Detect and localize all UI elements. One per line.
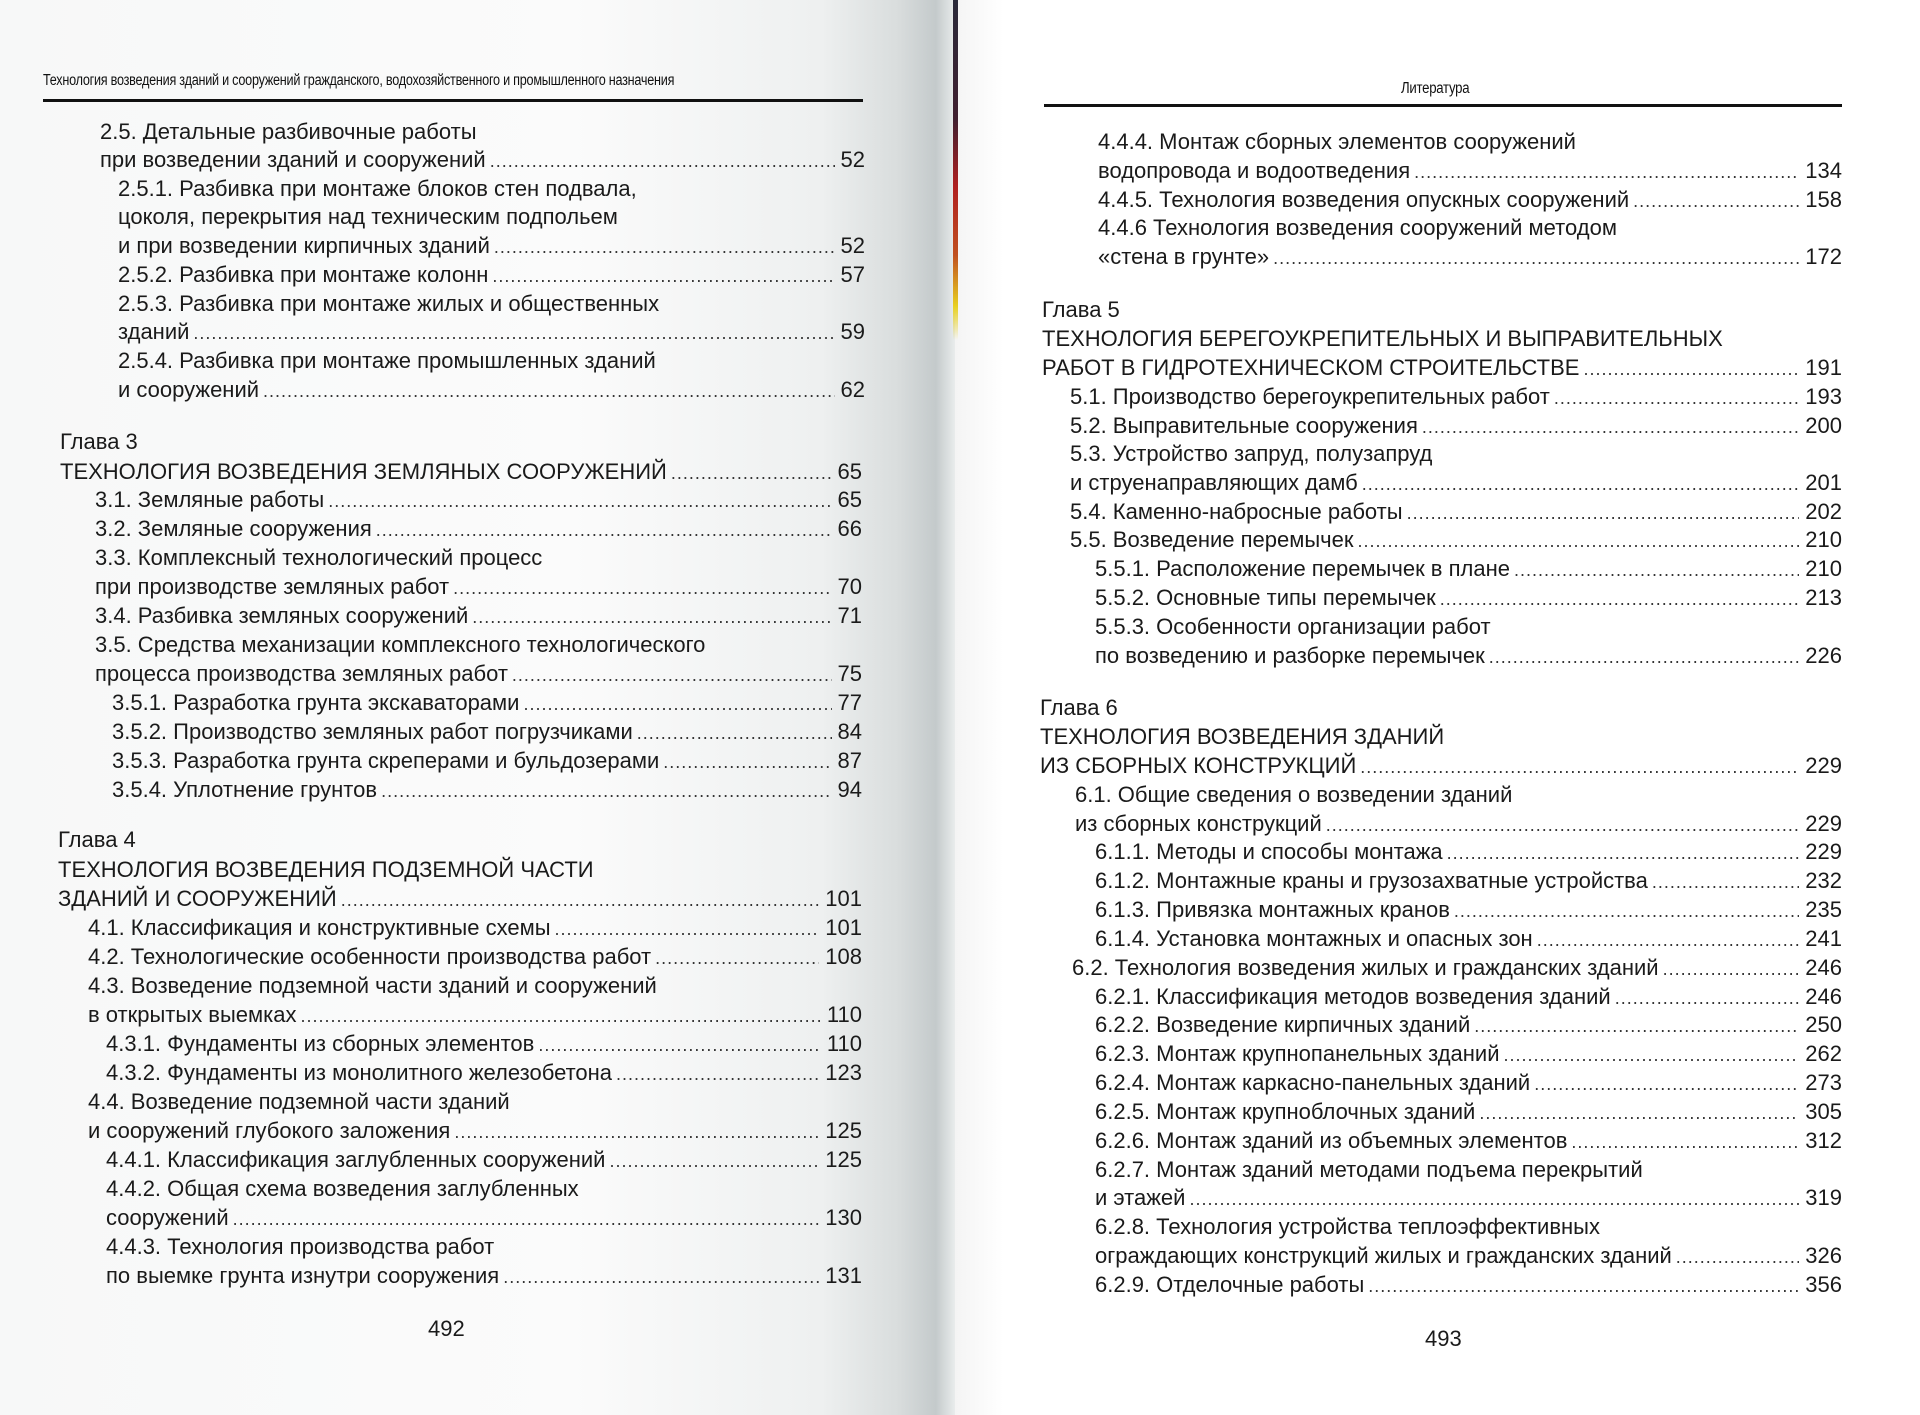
toc-entry <box>1095 584 1842 613</box>
toc-entry <box>1098 186 1842 215</box>
toc-entry-title: 5.1. Производство берегоукрепительных работ <box>1070 384 1550 409</box>
chapter-label <box>1042 296 1120 324</box>
toc-entry <box>106 1059 862 1088</box>
toc-entry-title: и этажей <box>1095 1185 1186 1210</box>
toc-entry <box>1075 781 1512 809</box>
dot-leader <box>555 915 820 943</box>
toc-page-number: 191 <box>1805 355 1842 380</box>
toc-page-number: 172 <box>1805 244 1842 269</box>
dot-leader <box>1326 811 1800 839</box>
toc-entry-title: по возведению и разборке перемычек <box>1095 643 1485 668</box>
toc-entry <box>1042 354 1842 383</box>
toc-entry <box>1070 469 1842 498</box>
toc-page-number: 125 <box>825 1147 862 1172</box>
toc-page-number: 75 <box>837 661 862 686</box>
toc-entry <box>118 318 865 347</box>
right-toc <box>955 0 1920 1415</box>
right-page <box>955 0 1920 1415</box>
toc-entry <box>1095 925 1842 954</box>
dot-leader <box>1422 413 1799 441</box>
dot-leader <box>193 319 834 347</box>
toc-entry-title: 6.2.2. Возведение кирпичных зданий <box>1095 1012 1471 1037</box>
dot-leader <box>1447 839 1800 867</box>
toc-entry-title: 6.2.7. Монтаж зданий методами подъема перекрытий <box>1095 1157 1643 1182</box>
toc-entry <box>88 914 862 943</box>
toc-entry <box>1070 383 1842 412</box>
toc-entry-title: водопровода и водоотведения <box>1098 158 1411 183</box>
toc-entry-title: 2.5.2. Разбивка при монтаже колонн <box>118 262 489 287</box>
toc-entry-title: 6.2.5. Монтаж крупноблочных зданий <box>1095 1099 1476 1124</box>
dot-leader <box>1504 1041 1800 1069</box>
dot-leader <box>1554 384 1799 412</box>
book-spine <box>953 0 958 340</box>
toc-entry <box>1040 723 1444 751</box>
toc-entry-title: сооружений <box>106 1205 229 1230</box>
dot-leader <box>538 1031 821 1059</box>
toc-entry-title: 2.5. Детальные разбивочные работы <box>100 119 477 144</box>
toc-entry-title: «стена в грунте» <box>1098 244 1270 269</box>
toc-entry-title: 4.3.1. Фундаменты из сборных элементов <box>106 1031 535 1056</box>
dot-leader <box>1454 897 1799 925</box>
dot-leader <box>1615 984 1800 1012</box>
dot-leader <box>1534 1070 1799 1098</box>
toc-entry-title: 6.2.8. Технология устройства теплоэффективных <box>1095 1214 1600 1239</box>
right-page-number: 493 <box>1425 1326 1462 1351</box>
dot-leader <box>1479 1099 1799 1127</box>
toc-page-number: 229 <box>1805 839 1842 864</box>
toc-entry <box>100 146 865 175</box>
toc-entry-title: в открытых выемках <box>88 1002 297 1027</box>
toc-entry <box>88 1117 862 1146</box>
toc-page-number: 57 <box>840 262 865 287</box>
toc-entry-title: 6.1.2. Монтажные краны и грузозахватные устройства <box>1095 868 1648 893</box>
toc-entry <box>118 347 656 375</box>
dot-leader <box>376 516 832 544</box>
toc-entry <box>118 203 618 231</box>
toc-entry <box>1072 954 1842 983</box>
toc-entry <box>106 1175 579 1203</box>
toc-page-number: 110 <box>826 1002 862 1027</box>
toc-page-number: 158 <box>1805 187 1842 212</box>
toc-entry-title: 5.5.2. Основные типы перемычек <box>1095 585 1436 610</box>
toc-entry <box>95 573 862 602</box>
toc-page-number: 235 <box>1805 897 1842 922</box>
toc-entry <box>1095 555 1842 584</box>
toc-entry-title: ТЕХНОЛОГИЯ ВОЗВЕДЕНИЯ ЗДАНИЙ <box>1040 724 1445 749</box>
chapter-label <box>1040 694 1118 722</box>
toc-entry-title: и струенаправляющих дамб <box>1070 470 1358 495</box>
dot-leader <box>301 1002 821 1030</box>
toc-entry <box>1095 1213 1600 1241</box>
left-running-head: Технология возведения зданий и сооружений гражданского, водохозяйственного и промышленного назначения <box>43 72 675 89</box>
toc-entry-title: при производстве земляных работ <box>95 574 450 599</box>
toc-entry-title: при возведении зданий и сооружений <box>100 147 486 172</box>
toc-entry-title: 2.5.4. Разбивка при монтаже промышленных зданий <box>118 348 656 373</box>
toc-entry <box>1042 325 1723 353</box>
toc-entry-title: Глава 5 <box>1042 297 1120 322</box>
toc-entry <box>95 660 862 689</box>
toc-entry-title: 4.1. Классификация и конструктивные схемы <box>88 915 551 940</box>
toc-entry <box>1095 1156 1643 1184</box>
toc-entry <box>88 943 862 972</box>
toc-page-number: 326 <box>1805 1243 1842 1268</box>
toc-page-number: 250 <box>1805 1012 1842 1037</box>
toc-page-number: 101 <box>825 915 862 940</box>
toc-entry <box>1070 412 1842 441</box>
toc-entry <box>1095 1127 1842 1156</box>
toc-entry <box>1095 1242 1842 1271</box>
dot-leader <box>328 487 831 515</box>
toc-entry-title: 2.5.3. Разбивка при монтаже жилых и общественных <box>118 291 660 316</box>
toc-page-number: 229 <box>1805 753 1842 778</box>
toc-page-number: 131 <box>825 1263 862 1288</box>
toc-page-number: 246 <box>1805 955 1842 980</box>
toc-entry-title: 6.1. Общие сведения о возведении зданий <box>1075 782 1513 807</box>
dot-leader <box>1362 470 1800 498</box>
dot-leader <box>671 459 832 487</box>
dot-leader <box>472 603 831 631</box>
toc-entry <box>58 885 862 914</box>
dot-leader <box>1663 955 1800 983</box>
toc-entry <box>60 458 862 487</box>
chapter-label <box>58 826 136 854</box>
toc-entry-title: 4.4.5. Технология возведения опускных сооружений <box>1098 187 1630 212</box>
dot-leader <box>1652 868 1799 896</box>
toc-entry-title: 6.2.9. Отделочные работы <box>1095 1272 1365 1297</box>
toc-page-number: 273 <box>1805 1070 1842 1095</box>
toc-entry <box>1098 243 1842 272</box>
toc-entry-title: 2.5.1. Разбивка при монтаже блоков стен подвала, <box>118 176 637 201</box>
toc-page-number: 305 <box>1805 1099 1842 1124</box>
dot-leader <box>454 1118 819 1146</box>
toc-page-number: 65 <box>837 487 862 512</box>
toc-entry-title: 6.1.3. Привязка монтажных кранов <box>1095 897 1450 922</box>
toc-entry-title: Глава 4 <box>58 827 136 852</box>
toc-entry <box>118 376 865 405</box>
dot-leader <box>523 690 831 718</box>
toc-entry-title: 5.3. Устройство запруд, полузапруд <box>1070 441 1433 466</box>
toc-entry <box>1095 1184 1842 1213</box>
toc-entry <box>1070 526 1842 555</box>
toc-page-number: 101 <box>825 886 862 911</box>
toc-entry-title: 4.3.2. Фундаменты из монолитного железобетона <box>106 1060 613 1085</box>
toc-entry <box>118 290 659 318</box>
right-running-head: Литература <box>1401 80 1470 97</box>
toc-entry-title: 5.5.3. Особенности организации работ <box>1095 614 1491 639</box>
toc-entry-title: ограждающих конструкций жилых и гражданских зданий <box>1095 1243 1672 1268</box>
toc-entry <box>1098 214 1617 242</box>
toc-entry <box>106 1204 862 1233</box>
toc-entry-title: зданий <box>118 319 190 344</box>
toc-entry-title: процесса производства земляных работ <box>95 661 508 686</box>
toc-page-number: 210 <box>1805 556 1842 581</box>
toc-entry-title: 3.5.3. Разработка грунта скреперами и бульдозерами <box>112 748 660 773</box>
left-toc <box>0 0 955 1415</box>
dot-leader <box>1474 1012 1799 1040</box>
toc-page-number: 84 <box>837 719 862 744</box>
toc-entry-title: 4.4.6 Технология возведения сооружений методом <box>1098 215 1617 240</box>
toc-entry-title: цоколя, перекрытия над техническим подпольем <box>118 204 618 229</box>
toc-entry <box>1095 1098 1842 1127</box>
toc-entry <box>1095 896 1842 925</box>
toc-entry-title: 6.2. Технология возведения жилых и гражданских зданий <box>1072 955 1659 980</box>
toc-entry-title: и сооружений <box>118 377 260 402</box>
toc-page-number: 213 <box>1805 585 1842 610</box>
dot-leader <box>616 1060 819 1088</box>
dot-leader <box>1368 1272 1799 1300</box>
toc-entry <box>1095 1011 1842 1040</box>
toc-entry <box>1095 613 1491 641</box>
toc-page-number: 108 <box>825 944 862 969</box>
toc-entry <box>95 515 862 544</box>
toc-entry <box>1095 867 1842 896</box>
toc-page-number: 232 <box>1805 868 1842 893</box>
toc-entry-title: 4.2. Технологические особенности производства работ <box>88 944 652 969</box>
toc-entry <box>88 972 657 1000</box>
dot-leader <box>663 748 831 776</box>
toc-entry <box>1095 983 1842 1012</box>
toc-entry-title: 5.5.1. Расположение перемычек в плане <box>1095 556 1510 581</box>
toc-entry <box>112 689 862 718</box>
toc-page-number: 210 <box>1805 527 1842 552</box>
toc-entry-title: 6.2.4. Монтаж каркасно-панельных зданий <box>1095 1070 1531 1095</box>
toc-entry <box>1070 440 1432 468</box>
dot-leader <box>494 233 835 261</box>
dot-leader <box>1440 585 1800 613</box>
toc-entry-title: ТЕХНОЛОГИЯ БЕРЕГОУКРЕПИТЕЛЬНЫХ И ВЫПРАВИТЕЛЬНЫХ <box>1042 326 1723 351</box>
toc-entry <box>112 776 862 805</box>
toc-entry-title: 3.5.1. Разработка грунта экскаваторами <box>112 690 520 715</box>
toc-page-number: 130 <box>825 1205 862 1230</box>
toc-page-number: 52 <box>840 147 865 172</box>
toc-entry <box>118 175 637 203</box>
toc-page-number: 123 <box>825 1060 862 1085</box>
left-page-number: 492 <box>428 1316 465 1341</box>
toc-entry <box>1095 1271 1842 1300</box>
toc-page-number: 201 <box>1805 470 1842 495</box>
dot-leader <box>1360 753 1799 781</box>
toc-entry-title: 6.2.3. Монтаж крупнопанельных зданий <box>1095 1041 1500 1066</box>
toc-entry <box>95 544 542 572</box>
toc-entry <box>88 1001 862 1030</box>
toc-entry <box>118 232 865 261</box>
toc-entry-title: 3.5. Средства механизации комплексного технологического <box>95 632 706 657</box>
toc-entry-title: 6.2.1. Классификация методов возведения зданий <box>1095 984 1611 1009</box>
toc-entry-title: 3.5.2. Производство земляных работ погрузчиками <box>112 719 633 744</box>
toc-page-number: 229 <box>1805 811 1842 836</box>
toc-entry <box>95 486 862 515</box>
toc-entry <box>1095 838 1842 867</box>
toc-page-number: 52 <box>840 233 865 258</box>
toc-entry <box>106 1262 862 1291</box>
dot-leader <box>1358 527 1800 555</box>
toc-entry <box>100 118 477 146</box>
dot-leader <box>1189 1185 1799 1213</box>
toc-entry-title: 3.2. Земляные сооружения <box>95 516 372 541</box>
toc-page-number: 193 <box>1805 384 1842 409</box>
toc-entry-title: Глава 3 <box>60 429 138 454</box>
toc-page-number: 94 <box>837 777 862 802</box>
dot-leader <box>637 719 832 747</box>
dot-leader <box>381 777 831 805</box>
toc-entry <box>106 1030 862 1059</box>
toc-entry-title: и сооружений глубокого заложения <box>88 1118 451 1143</box>
toc-entry <box>1075 810 1842 839</box>
toc-entry-title: 4.4. Возведение подземной части зданий <box>88 1089 510 1114</box>
toc-entry-title: 4.3. Возведение подземной части зданий и сооружений <box>88 973 657 998</box>
toc-entry <box>95 631 705 659</box>
dot-leader <box>1676 1243 1799 1271</box>
toc-entry <box>1070 498 1842 527</box>
toc-entry <box>58 856 594 884</box>
toc-entry <box>106 1146 862 1175</box>
dot-leader <box>490 147 835 175</box>
dot-leader <box>655 944 819 972</box>
dot-leader <box>609 1147 819 1175</box>
toc-entry <box>95 602 862 631</box>
toc-page-number: 110 <box>826 1031 862 1056</box>
toc-entry-title: 5.5. Возведение перемычек <box>1070 527 1354 552</box>
toc-entry <box>1098 157 1842 186</box>
toc-entry-title: ТЕХНОЛОГИЯ ВОЗВЕДЕНИЯ ЗЕМЛЯНЫХ СООРУЖЕНИЙ <box>60 459 667 484</box>
toc-entry <box>112 718 862 747</box>
toc-entry <box>1095 1069 1842 1098</box>
toc-page-number: 62 <box>840 377 865 402</box>
dot-leader <box>1537 926 1800 954</box>
toc-page-number: 77 <box>837 690 862 715</box>
toc-page-number: 202 <box>1805 499 1842 524</box>
toc-entry-title: 4.4.1. Классификация заглубленных сооружений <box>106 1147 606 1172</box>
toc-page-number: 241 <box>1805 926 1842 951</box>
dot-leader <box>341 886 820 914</box>
toc-entry-title: по выемке грунта изнутри сооружения <box>106 1263 500 1288</box>
chapter-label <box>60 428 138 456</box>
toc-page-number: 262 <box>1805 1041 1842 1066</box>
toc-page-number: 65 <box>837 459 862 484</box>
toc-entry <box>1098 128 1576 156</box>
toc-entry-title: 3.1. Земляные работы <box>95 487 325 512</box>
dot-leader <box>512 661 832 689</box>
dot-leader <box>503 1263 819 1291</box>
toc-entry-title: 5.2. Выправительные сооружения <box>1070 413 1418 438</box>
toc-entry-title: 3.4. Разбивка земляных сооружений <box>95 603 469 628</box>
toc-page-number: 59 <box>840 319 865 344</box>
toc-page-number: 226 <box>1805 643 1842 668</box>
dot-leader <box>1633 187 1799 215</box>
toc-entry-title: 4.4.3. Технология производства работ <box>106 1234 495 1259</box>
toc-page-number: 312 <box>1805 1128 1842 1153</box>
toc-entry-title: ТЕХНОЛОГИЯ ВОЗВЕДЕНИЯ ПОДЗЕМНОЙ ЧАСТИ <box>58 857 594 882</box>
toc-entry <box>1095 1040 1842 1069</box>
toc-entry-title: ИЗ СБОРНЫХ КОНСТРУКЦИЙ <box>1040 753 1357 778</box>
toc-entry <box>88 1088 510 1116</box>
toc-entry <box>118 261 865 290</box>
toc-entry-title: из сборных конструкций <box>1075 811 1322 836</box>
toc-entry <box>112 747 862 776</box>
toc-page-number: 125 <box>825 1118 862 1143</box>
toc-entry <box>1040 752 1842 781</box>
toc-page-number: 356 <box>1805 1272 1842 1297</box>
toc-entry <box>1095 642 1842 671</box>
dot-leader <box>1273 244 1799 272</box>
left-page <box>0 0 955 1415</box>
dot-leader <box>1414 158 1799 186</box>
toc-entry-title: 6.2.6. Монтаж зданий из объемных элементов <box>1095 1128 1568 1153</box>
toc-entry-title: 5.4. Каменно-набросные работы <box>1070 499 1403 524</box>
toc-page-number: 71 <box>837 603 862 628</box>
dot-leader <box>263 377 834 405</box>
toc-entry-title: 4.4.2. Общая схема возведения заглубленных <box>106 1176 579 1201</box>
toc-entry-title: 3.3. Комплексный технологический процесс <box>95 545 543 570</box>
toc-page-number: 200 <box>1805 413 1842 438</box>
toc-entry-title: и при возведении кирпичных зданий <box>118 233 490 258</box>
dot-leader <box>492 262 834 290</box>
toc-entry <box>106 1233 494 1261</box>
toc-page-number: 66 <box>837 516 862 541</box>
toc-entry-title: 3.5.4. Уплотнение грунтов <box>112 777 378 802</box>
toc-page-number: 87 <box>837 748 862 773</box>
dot-leader <box>1489 643 1800 671</box>
toc-page-number: 70 <box>837 574 862 599</box>
dot-leader <box>1514 556 1799 584</box>
toc-page-number: 246 <box>1805 984 1842 1009</box>
dot-leader <box>453 574 831 602</box>
dot-leader <box>1571 1128 1799 1156</box>
dot-leader <box>1583 355 1799 383</box>
toc-entry-title: ЗДАНИЙ И СООРУЖЕНИЙ <box>58 886 337 911</box>
toc-entry-title: 6.1.4. Установка монтажных и опасных зон <box>1095 926 1533 951</box>
dot-leader <box>1407 499 1800 527</box>
dot-leader <box>233 1205 820 1233</box>
toc-entry-title: 6.1.1. Методы и способы монтажа <box>1095 839 1443 864</box>
toc-entry-title: Глава 6 <box>1040 695 1118 720</box>
toc-entry-title: 4.4.4. Монтаж сборных элементов сооружений <box>1098 129 1576 154</box>
toc-page-number: 319 <box>1805 1185 1842 1210</box>
toc-page-number: 134 <box>1805 158 1842 183</box>
toc-entry-title: РАБОТ В ГИДРОТЕХНИЧЕСКОМ СТРОИТЕЛЬСТВЕ <box>1042 355 1580 380</box>
